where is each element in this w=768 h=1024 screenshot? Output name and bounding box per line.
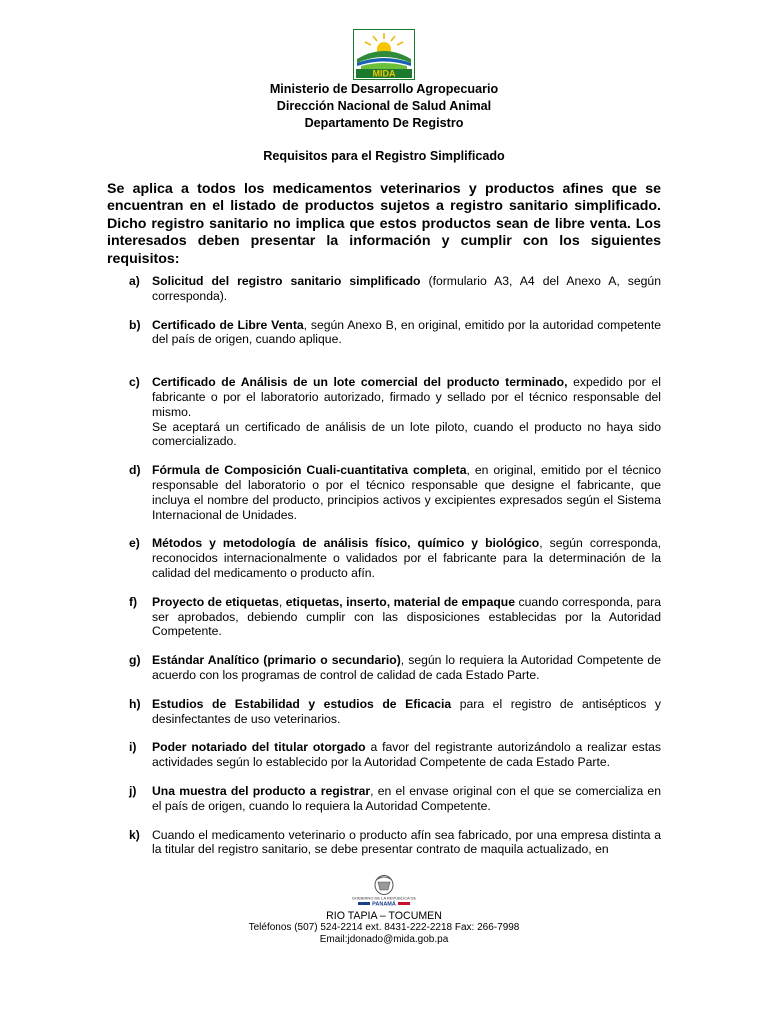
- item-label: h): [129, 696, 141, 711]
- requirement-item: [107, 828, 661, 858]
- seal-country: PANAMÁ: [372, 901, 396, 908]
- item-label: g): [129, 653, 141, 668]
- item-title: Certificado de Libre Venta: [152, 317, 304, 332]
- requirement-item: [107, 653, 661, 683]
- document-header: [0, 81, 768, 132]
- directorate-name: Dirección Nacional de Salud Animal: [276, 99, 492, 113]
- requirement-item: [107, 375, 661, 449]
- item-text-2: cuando corresponda, para ser aprobados, debiendo cumplir con las disposiciones establecidas por la Autoridad Competente.: [152, 594, 661, 639]
- item-continuation: Se aceptará un certificado de análisis de un lote piloto, cuando el producto no haya sido comercializado.: [152, 419, 661, 449]
- requirement-item: [107, 740, 661, 770]
- item-title: Métodos y metodología de análisis físico, químico y biológico: [152, 536, 540, 551]
- requirement-item: [107, 697, 661, 727]
- item-title: Fórmula de Composición Cuali-cuantitativa completa: [152, 463, 467, 478]
- item-text: expedido por el fabricante o por el laboratorio autorizado, firmado y sellado por el técnico responsable del mismo.: [152, 375, 662, 419]
- item-text: Cuando el medicamento veterinario o producto afín sea fabricado, por una empresa distinta a la titular del registro sanitario, se debe presentar contrato de maquila actualizado, en: [152, 827, 661, 857]
- item-label: e): [129, 536, 140, 551]
- requirement-item: [107, 536, 661, 580]
- ministry-name: Ministerio de Desarrollo Agropecuario: [269, 82, 499, 96]
- item-text: , según Anexo B, en original, emitido por la autoridad competente del país de origen, cuando aplique.: [152, 317, 661, 347]
- item-text: para el registro de antisépticos y desinfectantes de uso veterinarios.: [152, 696, 662, 726]
- item-text: ,: [278, 594, 286, 609]
- item-title: Estudios de Estabilidad y estudios de Eficacia: [152, 696, 452, 711]
- item-title: Una muestra del producto a registrar: [152, 783, 371, 798]
- item-title: Proyecto de etiquetas: [152, 594, 279, 609]
- item-label: i): [129, 740, 137, 755]
- panama-government-seal: [352, 874, 416, 910]
- requirement-item: [107, 463, 661, 522]
- requirements-list: [107, 274, 661, 857]
- item-label: j): [129, 783, 137, 798]
- document-title: Requisitos para el Registro Simplificado: [263, 149, 505, 163]
- item-text: , en el envase original con el que se comercializa en el país de origen, cuando lo requiera la Autoridad Competente.: [152, 783, 661, 813]
- item-title: Certificado de Análisis de un lote comercial del producto terminado,: [152, 375, 568, 390]
- mida-logo: [353, 29, 415, 80]
- item-text: a favor del registrante autorizándolo a realizar estas actividades según lo establecido por la Autoridad Competente de cada Estado Parte.: [152, 740, 662, 770]
- item-label: k): [129, 827, 140, 842]
- footer-phones: Teléfonos (507) 524-2214 ext. 8431-222-2218 Fax: 266-7998: [248, 922, 520, 933]
- requirement-item: [107, 274, 661, 304]
- item-text: , en original, emitido por el técnico responsable del laboratorio o por el técnico responsable que designe el fabricante, que incluya el nombre del producto, principios activos y excipientes expresados según el Sistema Internacional de Unidades.: [152, 463, 661, 522]
- footer-address: RIO TAPIA – TOCUMEN: [326, 910, 442, 922]
- item-text: , según lo requiera la Autoridad Competente de acuerdo con los programas de control de calidad de cada Estado Parte.: [152, 653, 661, 682]
- requirement-item: [107, 595, 661, 639]
- footer-email: Email:jdonado@mida.gob.pa: [319, 934, 449, 945]
- item-label: c): [129, 375, 140, 390]
- department-name: Departamento De Registro: [304, 116, 464, 130]
- item-title: Solicitud del registro sanitario simplificado: [152, 274, 421, 288]
- intro-paragraph: Se aplica a todos los medicamentos veterinarios y productos afines que se encuentran en el listado de productos sujetos a registro sanitario simplificado. Dicho registro sanitario no implica que estos productos sean de libre venta. Los interesados deben presentar la información y cumplir con los siguientes requisitos:: [107, 181, 661, 267]
- item-title: Estándar Analítico (primario o secundario): [152, 653, 401, 668]
- item-text: , según corresponda, reconocidos internacionalmente o validados por el fabricante para la determinación de la calidad del medicamento o producto afín.: [152, 536, 661, 580]
- seal-caption: GOBIERNO DE LA REPÚBLICA DE: [352, 895, 416, 901]
- item-label: a): [129, 274, 140, 288]
- requirement-item: [107, 784, 661, 814]
- logo-text: MIDA: [372, 68, 396, 79]
- item-title: Poder notariado del titular otorgado: [152, 740, 366, 755]
- item-title-2: etiquetas, inserto, material de empaque: [285, 594, 516, 609]
- item-text: (formulario A3, A4 del Anexo A, según corresponda).: [152, 274, 661, 303]
- item-label: f): [129, 594, 138, 609]
- page-footer: [0, 874, 768, 946]
- item-label: b): [129, 317, 141, 332]
- requirement-item: [107, 318, 661, 348]
- item-label: d): [129, 463, 141, 478]
